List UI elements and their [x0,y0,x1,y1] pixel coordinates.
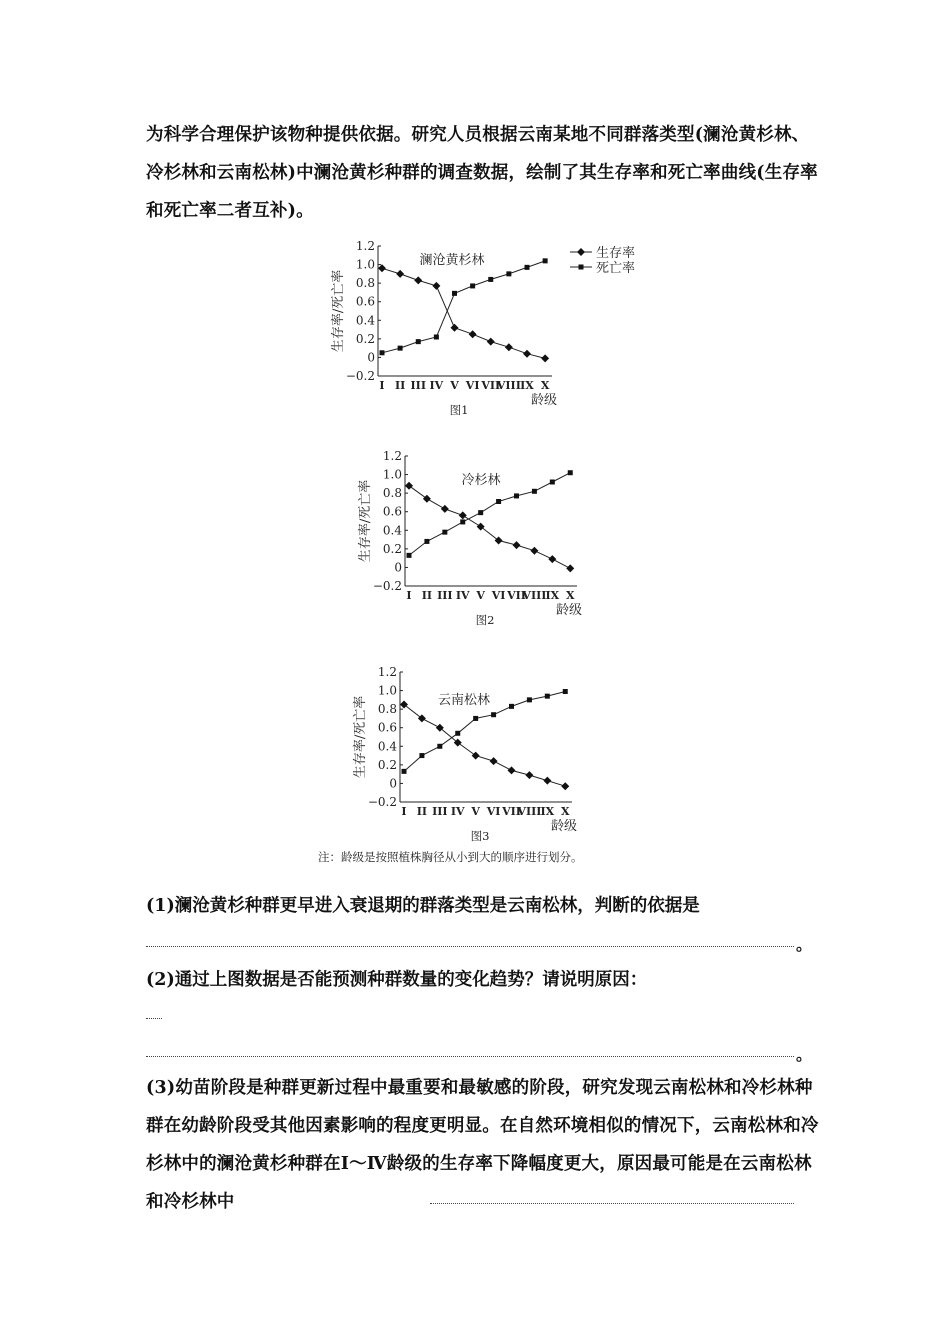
survival-point [378,264,386,272]
survival-point [472,752,480,760]
x-tick-label: IV [455,589,470,602]
survival-point [432,282,440,290]
mortality-point [442,530,447,535]
y-tick-label: 0.4 [382,523,402,538]
x-tick-label: VIII [522,589,547,602]
survival-point [508,766,516,774]
y-tick-label: −0.2 [345,369,375,383]
x-axis-label: 龄级 [530,393,558,408]
x-tick-label: VI [465,379,480,392]
x-tick-label: VI [486,805,501,818]
y-tick-label: 0.6 [382,504,402,519]
question-3: (3)幼苗阶段是种群更新过程中最重要和最敏感的阶段，研究发现云南松林和冷杉林种群在幼龄阶段受其他因素影响的程度更明显。在自然环境相似的情况下，云南松林和冷杉林中的澜沧黄杉种群在Ⅰ～Ⅳ龄级的生存率下降幅度更大，原因最可能是在云南松林和冷杉林中 [146,1078,819,1212]
mortality-point [491,712,496,717]
legend-label: 生存率 [596,246,636,261]
answer-line-1[interactable] [146,946,794,947]
mortality-point [398,346,403,351]
mortality-point [437,744,442,749]
y-tick-label: 0 [367,350,375,365]
y-axis-label: 生存率/死亡率 [358,479,373,563]
x-tick-label: IV [429,379,444,392]
x-tick-label: VII [502,805,521,818]
x-tick-label: III [432,805,448,818]
y-tick-label: −0.2 [367,795,397,809]
mortality-point [416,339,421,344]
y-tick-label: 0 [389,776,397,791]
y-tick-label: 1.0 [377,683,397,698]
figure-caption: 图3 [470,829,490,843]
chart-title: 澜沧黄杉林 [419,253,485,268]
x-tick-label: IX [520,379,534,392]
x-tick-label: X [560,805,570,818]
series-line-mortality [382,261,545,353]
mortality-point [514,493,519,498]
mortality-point [380,350,385,355]
mortality-point [419,753,424,758]
period-mark-1: 。 [796,935,813,954]
survival-point [561,782,569,790]
y-tick-label: 1.2 [377,665,397,679]
x-tick-label: X [565,589,575,602]
legend-marker-survival [577,248,585,256]
y-tick-label: 0.2 [355,331,375,346]
mortality-point [488,277,493,282]
mortality-point [543,258,548,263]
x-tick-label: II [394,379,406,392]
chart-note: 注：龄级是按照植株胸径从小到大的顺序进行划分。 [318,850,583,864]
survival-point [469,330,477,338]
x-tick-label: I [379,379,385,392]
figure-caption: 图1 [449,403,469,417]
intro-paragraph: 为科学合理保护该物种提供依据。研究人员根据云南某地不同群落类型(澜沧黄杉林、冷杉林和云南松林)中澜沧黄杉种群的调查数据，绘制了其生存率和死亡率曲线(生存率和死亡率二者互补)。 [146,125,818,221]
y-axis-label: 生存率/死亡率 [331,269,346,353]
chart-figure-2 [355,446,605,630]
chart-title: 云南松林 [437,693,491,708]
y-tick-label: 0.6 [377,720,397,735]
mortality-point [496,499,501,504]
mortality-point [470,283,475,288]
answer-line-3[interactable] [430,1203,794,1204]
survival-point [548,555,556,563]
answer-line-2a[interactable] [146,1018,162,1019]
y-tick-label: 0.2 [377,757,397,772]
survival-point [543,777,551,785]
x-tick-label: V [476,589,485,602]
survival-point [396,270,404,278]
survival-point [513,541,521,549]
survival-point [405,482,413,490]
y-axis-label: 生存率/死亡率 [353,695,368,779]
x-tick-label: VII [507,589,526,602]
mortality-point [563,689,568,694]
series-line-survival [382,268,545,358]
mortality-point [455,731,460,736]
y-tick-label: 0.4 [355,313,375,328]
y-tick-label: 1.0 [382,467,402,482]
mortality-point [509,704,514,709]
x-tick-label: VII [481,379,501,392]
mortality-point [525,265,530,270]
mortality-point [473,716,478,721]
y-tick-label: 1.2 [355,239,375,253]
survival-point [541,354,549,362]
series-line-survival [409,486,570,569]
figure-caption: 图2 [475,613,495,627]
survival-point [530,547,538,555]
survival-point [441,505,449,513]
survival-point [487,338,495,346]
x-tick-label: V [450,379,459,392]
survival-point [414,276,422,284]
period-mark-2: 。 [796,1045,813,1064]
x-tick-label: X [540,379,550,392]
mortality-point [527,697,532,702]
survival-point [423,495,431,503]
x-tick-label: V [471,805,480,818]
y-tick-label: 0.8 [382,486,402,501]
x-tick-label: IV [450,805,465,818]
mortality-point [532,489,537,494]
mortality-point [550,480,555,485]
x-axis-label: 龄级 [550,819,578,834]
survival-point [523,350,531,358]
y-tick-label: −0.2 [372,579,402,593]
x-tick-label: I [401,805,407,818]
mortality-point [407,553,412,558]
x-tick-label: VIII [496,379,521,392]
y-tick-label: 0.8 [377,702,397,717]
y-tick-label: 1.0 [355,257,375,272]
mortality-point [452,291,457,296]
y-tick-label: 0 [394,560,402,575]
x-tick-label: VI [491,589,506,602]
x-tick-label: III [437,589,453,602]
answer-line-2b[interactable] [146,1056,794,1057]
survival-point [505,343,513,351]
x-tick-label: III [410,379,426,392]
mortality-point [545,694,550,699]
mortality-point [402,769,407,774]
y-tick-label: 0.4 [377,739,397,754]
mortality-point [568,470,573,475]
chart-title: 冷杉林 [461,473,501,488]
chart-figure-3 [350,664,600,848]
mortality-point [478,510,483,515]
x-tick-label: VIII [517,805,542,818]
survival-point [490,757,498,765]
survival-point [525,771,533,779]
y-tick-label: 0.8 [355,276,375,291]
x-tick-label: IX [545,589,560,602]
x-tick-label: I [406,589,412,602]
mortality-point [460,519,465,524]
x-tick-label: IX [540,805,555,818]
y-tick-label: 1.2 [382,449,402,463]
chart-figure-1 [320,238,650,420]
mortality-point [424,539,429,544]
question-1: (1)澜沧黄杉种群更早进入衰退期的群落类型是云南松林，判断的依据是 [146,896,700,916]
survival-point [451,324,459,332]
survival-point [566,564,574,572]
x-tick-label: II [421,589,433,602]
mortality-point [434,335,439,340]
survival-point [459,511,467,519]
y-tick-label: 0.6 [355,294,375,309]
legend-marker-mortality [579,265,584,270]
mortality-point [506,271,511,276]
question-2: (2)通过上图数据是否能预测种群数量的变化趋势？请说明原因： [146,970,648,990]
x-tick-label: II [416,805,428,818]
y-tick-label: 0.2 [382,541,402,556]
x-axis-label: 龄级 [555,603,583,618]
legend-label: 死亡率 [596,261,636,276]
